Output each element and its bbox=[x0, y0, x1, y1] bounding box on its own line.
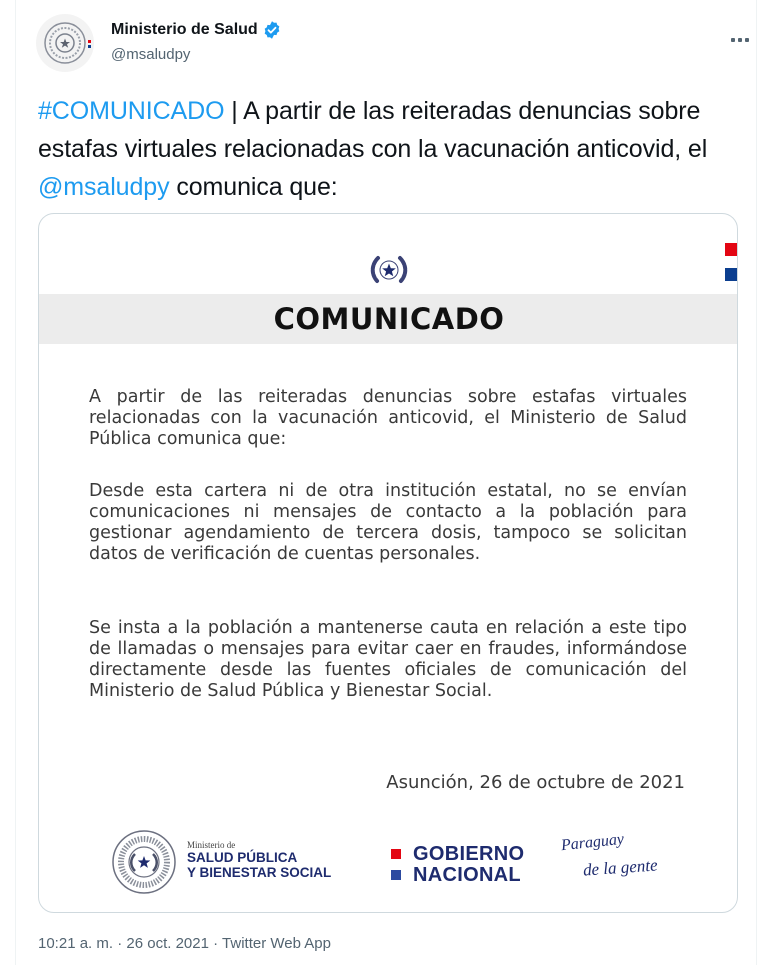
verified-badge-icon bbox=[262, 20, 282, 40]
gobierno-line-2: NACIONAL bbox=[413, 864, 521, 886]
gobierno-row-2 bbox=[391, 865, 524, 885]
communique-date: Asunción, 26 de octubre de 2021 bbox=[386, 772, 685, 793]
tweet-text bbox=[38, 92, 738, 206]
slogan-line-2: de la gente bbox=[582, 855, 659, 880]
communique-paragraph-2: Desde esta cartera ni de otra institución estatal, no se envían comunicaciones ni mensajes de contacto a la población para gestionar agendamiento de tercera dosis, tampoco se solicitan datos de verificación de cuentas personales. bbox=[89, 481, 687, 564]
ministry-logo bbox=[187, 840, 331, 880]
ministry-line-2: Y BIENESTAR SOCIAL bbox=[187, 865, 332, 880]
more-options-button[interactable] bbox=[726, 30, 754, 50]
tweet-container bbox=[15, 0, 757, 965]
tweet-header bbox=[36, 14, 736, 74]
separator: | bbox=[224, 97, 244, 125]
flag-blue-stripe bbox=[725, 268, 738, 281]
paraguay-seal-icon bbox=[36, 14, 94, 72]
tweet-text-part-1: A partir de las reiteradas denuncias sobre estafas virtuales relacionadas con la vacunación anticovid, el bbox=[38, 97, 708, 163]
paraguay-de-la-gente-logo bbox=[559, 830, 669, 886]
more-dot bbox=[738, 38, 742, 42]
more-horizontal-icon bbox=[731, 38, 735, 42]
mention-link[interactable]: @msaludpy bbox=[38, 173, 170, 201]
ministry-line-1: SALUD PÚBLICA bbox=[187, 850, 298, 865]
media-image[interactable] bbox=[38, 213, 738, 913]
ministry-small-text: Ministerio de bbox=[187, 840, 236, 850]
tweet-time[interactable]: 10:21 a. m. bbox=[38, 935, 114, 952]
meta-dot: · bbox=[113, 935, 127, 952]
red-square-icon bbox=[391, 849, 401, 859]
tweet-text-part-2: comunica que: bbox=[169, 173, 338, 201]
tweet-date[interactable]: 26 oct. 2021 bbox=[126, 935, 209, 952]
gobierno-line-1: GOBIERNO bbox=[413, 843, 525, 865]
paraguay-crest-icon bbox=[364, 244, 414, 294]
name-row bbox=[111, 20, 282, 40]
avatar[interactable] bbox=[36, 14, 94, 72]
flag-red-stripe bbox=[725, 243, 738, 256]
more-dot bbox=[745, 38, 749, 42]
gobierno-nacional-logo bbox=[391, 844, 524, 885]
slogan-line-1: Paraguay bbox=[560, 830, 625, 855]
blue-square-icon bbox=[391, 870, 401, 880]
tweet-source[interactable]: Twitter Web App bbox=[222, 935, 331, 952]
title-band bbox=[39, 294, 738, 344]
tweet-metadata bbox=[38, 935, 331, 952]
handle[interactable]: @msaludpy bbox=[111, 46, 191, 63]
display-name[interactable]: Ministerio de Salud bbox=[111, 21, 258, 38]
national-seal-icon bbox=[111, 829, 177, 895]
communique-paragraph-3: Se insta a la población a mantenerse cauta en relación a este tipo de llamadas o mensajes para evitar caer en fraudes, informándose directamente desde las fuentes oficiales de comunicación del Ministerio de Salud Pública y Bienestar Social. bbox=[89, 618, 687, 701]
communique-title: COMUNICADO bbox=[273, 302, 505, 336]
hashtag-link[interactable]: #COMUNICADO bbox=[38, 97, 225, 125]
gobierno-row-1 bbox=[391, 844, 524, 864]
meta-dot: · bbox=[208, 935, 223, 952]
communique-paragraph-1: A partir de las reiteradas denuncias sobre estafas virtuales relacionadas con la vacunación anticovid, el Ministerio de Salud Pública comunica que: bbox=[89, 387, 687, 449]
